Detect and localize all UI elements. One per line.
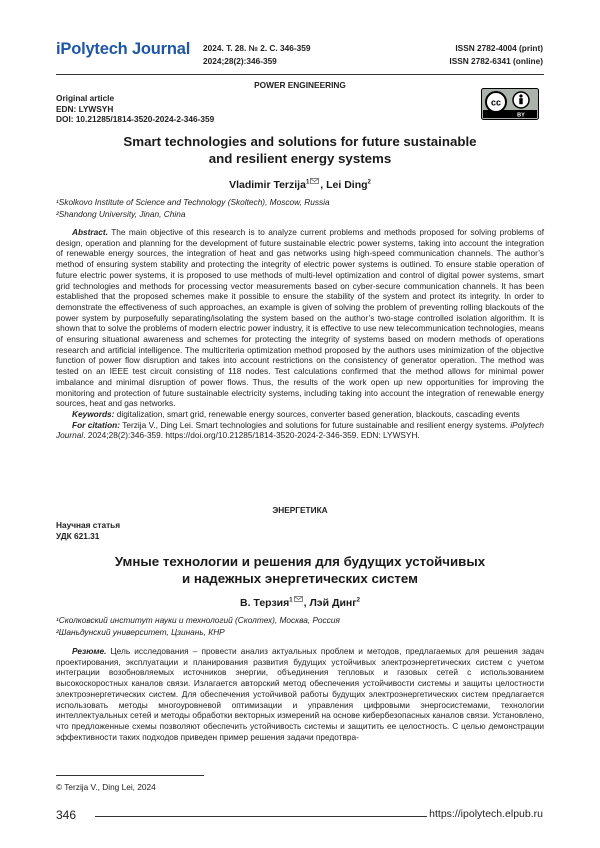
keywords-text: digitalization, smart grid, renewable energy sources, converter based generation, blackouts, cascading events [116, 408, 520, 419]
footer-rule [95, 816, 427, 817]
footnote-rule [56, 775, 204, 776]
abstract-label: Abstract. [72, 227, 108, 237]
affiliation: ²Шаньдунский университет, Цзинань, КНР [56, 626, 225, 637]
cc-by-label: BY [517, 112, 525, 119]
cc-by-license-icon[interactable] [481, 88, 539, 120]
author-name: Лэй Динг [309, 597, 357, 609]
header-rule [56, 74, 544, 75]
abstract-label: Резюме. [72, 646, 107, 656]
doi: DOI: 10.21285/1814-3520-2024-2-346-359 [56, 114, 215, 124]
udc: УДК 621.31 [56, 530, 100, 541]
journal-url-link[interactable]: https://ipolytech.elpub.ru [429, 808, 543, 820]
citation-label: For citation: [72, 419, 121, 430]
authors-en: Vladimir Terzija$^1$ , Lei Ding$^2$ [229, 179, 371, 191]
author-name: Lei Ding [326, 179, 368, 191]
affiliations-en [56, 197, 330, 220]
affiliations-ru [56, 615, 340, 638]
issue-en: 2024;28(2):346-359 [203, 56, 277, 66]
authors-ru: В. Терзия$^1$ , Лэй Динг$^2$ [240, 597, 360, 609]
article-meta-ru [56, 520, 120, 541]
keywords-label: Keywords: [72, 408, 115, 419]
journal-logo: iPolytech Journal [56, 40, 191, 58]
article-title-en: Smart technologies and solutions for future sustainable and resilient energy systems [123, 134, 477, 166]
email-icon[interactable] [310, 178, 319, 184]
abstract-text: Цель исследования – провести анализ актуальных проблем и методов, предлагаемых для решения задач проектирования, эксплуатации и планирования развития будущих устойчивых электроэнергетических систем с учетом интеграции возобновляемых источников энергии, объединения тепловых и газовых сетей с использованием высокоскоростных каналов связи. Излагается авторский метод обеспечения устойчивости системы и защиты целостности электроэнергетических систем. Для обеспечения устойчивой работы будущих электроэнергетических систем предлагается использовать методы многоуровневой оптимизации и управления цифровыми энергосистемами, технологии интеллектуальных сетей и методы обработки векторных измерений на основе кибербезопасных каналов связи. Установлено, что предложенные схемы позволяют обеспечить устойчивость системы и защитить ее целостность. С целью демонстрации эффективности таких подходов приведен пример решения задачи предотвра- [56, 646, 544, 742]
edn: EDN: LYWSYH [56, 103, 114, 114]
issue-ru: 2024. Т. 28. № 2. С. 346-359 [203, 43, 311, 53]
abstract-en: Abstract. The main objective of this research is to analyze current problems and methods proposed for solving problems of design, operation and planning for the development of future sustainable electric power systems, taking into account the integration of renewable energy sources, the integration of heat and gas networks using high-speed communication channels. The author’s method of ensuring system stability and protecting the integrity of electric power systems is outlined. To ensure stable operation of future electric power systems, it is proposed to use methods of multi-level optimization and control of digital power systems, smart grid technologies and methods for processing vector measurements based on cyber-secure communication channels. It has been established that the proposed schemes make it possible to ensure the stability of the system and protect its integrity. In order to demonstrate the effectiveness of such approaches, an example is given of solving the problem of preventing rolling blackouts of the power system by purposefully separating/isolating the system based on the author’s two-stage controlled isolation algorithm. It is shown that to solve the problems of modern electric power industry, it is effective to use new telecommunication technologies, means of ensuring situational awareness and schemes for protecting the integrity of systems based on modern methods of operations research and artificial intelligence. The multicriteria optimization method proposed by the authors uses minimization of the objective function of power flow disruption and takes into account restrictions on the consistency of generator operation. The method was tested on an IEEE test circuit consisting of 118 nodes. Test calculations confirmed that the method allows for minimal power imbalance and minimal disruption of power flows. Thus, the results of the work open up new opportunities for improving the monitoring and protection of future sustainable electricity systems, including taking into account the integration of renewable energy sources, heat and gas networks. Keywords: digitalization, smart grid, renewable energy sources, converter based generation, blackouts, cascading events For citation: Terzija V., Ding Lei. Smart technologies and solutions for future sustainable and resilient energy systems. iPolytech Journal. 2024;28(2):346-359. https://doi.org/10.21285/1814-3520-2024-2-346-359. EDN: LYWSYH. [56, 227, 545, 441]
page-number: 346 [56, 808, 77, 822]
section-title-ru: ЭНЕРГЕТИКА [272, 505, 328, 515]
abstract-ru [56, 646, 544, 742]
affiliation: ¹Сколковский институт науки и технологий (Сколтех), Москва, Россия [56, 615, 340, 625]
issn-online: ISSN 2782-6341 (online) [449, 56, 543, 66]
article-meta-en [56, 93, 214, 125]
abstract-text: The main objective of this research is to analyze current problems and methods proposed for solving problems of design, operation and planning for the development of future sustainable electric power systems, taking into account the integration of renewable energy sources, the integration of heat and gas networks using high-speed communication channels. The author’s method of ensuring system stability and protecting the integrity of electric power systems is outlined. To ensure stable operation of future electric power systems, it is proposed to use methods of multi-level optimization and control of digital power systems, smart grid technologies and methods for processing vector measurements based on cyber-secure communication channels. It has been established that the proposed schemes make it possible to ensure the stability of the system and protect its integrity. In order to demonstrate the effectiveness of such approaches, an example is given of solving the problem of preventing rolling blackouts of the power system by purposefully separating/isolating the system based on the author’s two-stage controlled isolation algorithm. It is shown that to solve the problems of modern electric power industry, it is effective to use new telecommunication technologies, means of ensuring situational awareness and schemes for protecting the integrity of systems based on modern methods of operations research and artificial intelligence. The multicriteria optimization method proposed by the authors uses minimization of the objective function of power flow disruption and takes into account restrictions on the consistency of generator operation. The method was tested on an IEEE test circuit consisting of 118 nodes. Test calculations confirmed that the method allows for minimal power imbalance and minimal disruption of power flows. Thus, the results of the work open up new opportunities for improving the monitoring and protection of future sustainable electricity systems, including taking into account the integration of renewable energy sources, heat and gas networks. [56, 227, 545, 409]
article-title-ru: Умные технологии и решения для будущих устойчивых и надежных энергетических систем [114, 554, 486, 586]
author-name: В. Терзия [240, 597, 290, 609]
article-type-en: Original article [56, 93, 115, 103]
copyright: © Terzija V., Ding Lei, 2024 [56, 782, 156, 792]
author-name: Vladimir Terzija [229, 179, 306, 191]
email-icon[interactable] [294, 596, 303, 602]
affiliation: ²Shandong University, Jinan, China [56, 208, 186, 219]
section-title-en: POWER ENGINEERING [254, 80, 346, 90]
affiliation: ¹Skolkovo Institute of Science and Technology (Skoltech), Moscow, Russia [56, 197, 330, 207]
article-type-ru: Научная статья [56, 520, 121, 530]
svg-text:cc: cc [490, 97, 502, 108]
issn-print: ISSN 2782-4004 (print) [455, 43, 543, 53]
